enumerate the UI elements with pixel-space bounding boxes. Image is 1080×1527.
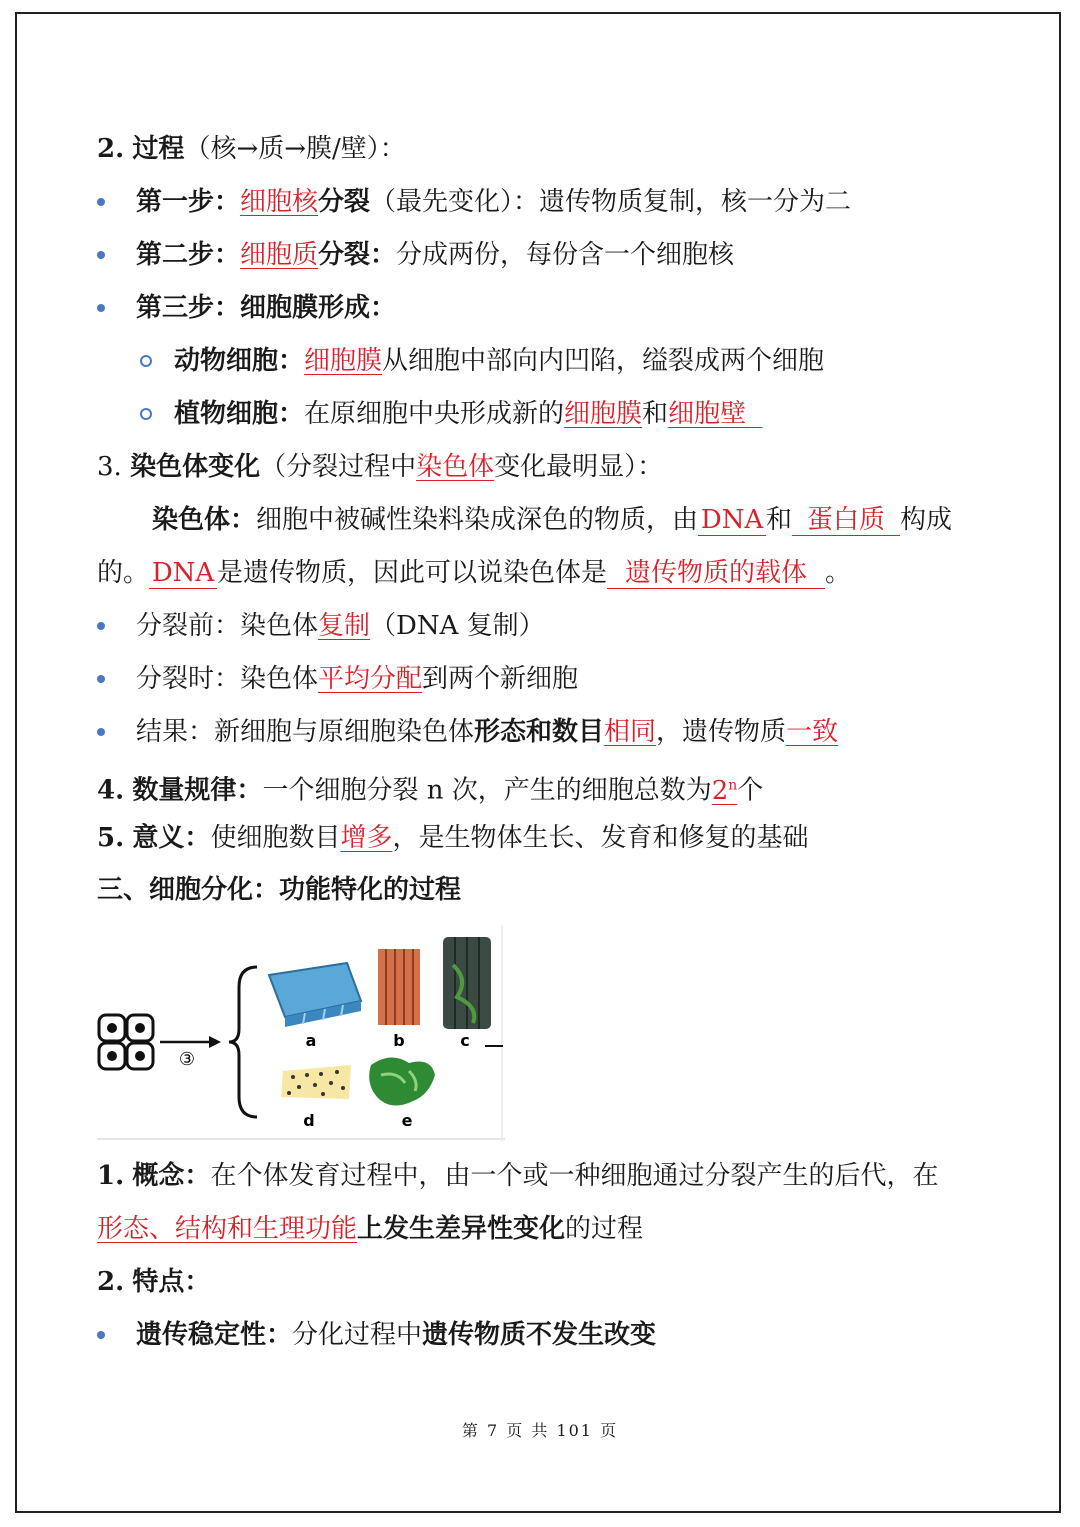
label-d: d — [303, 1111, 315, 1130]
item-text: 分裂时：染色体 — [136, 664, 319, 694]
heading-text: 变化最明显）： — [494, 452, 664, 482]
answer-blank: DNA — [698, 505, 766, 536]
answer-blank: 细胞质 — [240, 240, 319, 270]
concept-text: 在个体发育过程中，由一个或一种细胞通过分裂产生的后代，在 — [210, 1161, 939, 1191]
concept-text: 的过程 — [565, 1214, 644, 1244]
item-text: （DNA 复制） — [370, 611, 545, 641]
answer-blank — [712, 776, 738, 806]
definition-text: 。 — [825, 558, 852, 588]
label-e: e — [401, 1111, 413, 1130]
item-text: ，遗传物质 — [656, 717, 787, 747]
label-c: c — [460, 1031, 470, 1050]
bullet-dot — [97, 1331, 105, 1339]
step-three — [136, 288, 396, 328]
before-division — [136, 606, 545, 646]
step-label: 第三步：细胞膜形成： — [136, 293, 397, 323]
heading-text: （分裂过程中 — [260, 452, 417, 482]
genetic-stability — [136, 1315, 656, 1355]
answer-blank: 复制 — [318, 611, 371, 641]
heading-number: 4. — [97, 775, 125, 806]
sub-label: 植物细胞： — [174, 399, 305, 429]
tissue-c — [443, 937, 491, 1029]
item-bold: 遗传物质不发生改变 — [422, 1320, 657, 1350]
label-b: b — [393, 1031, 405, 1050]
bullet-dot — [97, 675, 105, 683]
step-bold: 分裂 — [318, 187, 371, 217]
sub-bullet — [140, 408, 152, 420]
answer-blank: 细胞膜 — [564, 399, 643, 429]
heading-quantity — [97, 765, 763, 805]
item-text: 分裂前：染色体 — [136, 611, 319, 641]
feature-heading — [97, 1262, 210, 1302]
item-bold: 形态和数目 — [474, 717, 605, 747]
heading-number: 2. — [97, 1267, 125, 1297]
answer-blank: 一致 — [786, 717, 839, 747]
answer-blank: 形态、结构和生理功能 — [97, 1214, 358, 1244]
step-label: 第二步： — [136, 240, 241, 270]
animal-cell — [174, 341, 824, 381]
item-text: 到两个新细胞 — [422, 664, 579, 694]
bullet-dot — [97, 304, 105, 312]
concept-bold: 上发生差异性变化 — [357, 1214, 566, 1244]
answer-blank: 染色体 — [416, 452, 495, 482]
step-bold: 分裂： — [318, 240, 397, 270]
step-number: ③ — [178, 1049, 196, 1070]
heading-text: 个 — [737, 775, 764, 806]
heading-number: 3. — [97, 452, 122, 482]
heading-title: 意义： — [132, 823, 211, 853]
item-label: 遗传稳定性： — [136, 1320, 293, 1350]
answer-blank: 细胞壁 — [668, 399, 747, 429]
heading-title: 数量规律： — [132, 775, 263, 806]
sub-bullet — [140, 355, 152, 367]
answer-blank: 蛋白质 — [792, 505, 900, 536]
item-text: 结果：新细胞与原细胞染色体 — [136, 717, 475, 747]
heading-number: 2. — [97, 134, 125, 164]
during-division — [136, 659, 578, 699]
answer-blank: 相同 — [604, 717, 657, 747]
division-result — [136, 712, 838, 752]
sub-text: 在原细胞中央形成新的 — [304, 399, 565, 429]
step-two — [136, 235, 734, 275]
heading-title: 概念： — [132, 1161, 211, 1191]
heading-text: ，是生物体生长、发育和修复的基础 — [392, 823, 809, 853]
page-footer: 第 7 页 共 101 页 — [461, 1421, 619, 1440]
chromosome-definition — [152, 500, 952, 540]
tissue-b — [378, 949, 420, 1025]
heading-meaning — [97, 818, 808, 858]
step-one — [136, 182, 851, 222]
answer-blank: DNA — [149, 558, 217, 589]
heading-title: 过程 — [132, 134, 185, 164]
step-text: 分成两份，每份含一个细胞核 — [396, 240, 735, 270]
section-differentiation: 三、细胞分化：功能特化的过程 — [97, 875, 462, 905]
definition-text: 细胞中被碱性染料染成深色的物质，由 — [256, 505, 699, 535]
step-label: 第一步： — [136, 187, 241, 217]
differentiation-figure — [97, 925, 505, 1141]
answer-exponent: n — [728, 777, 738, 793]
definition-text: 构成 — [900, 505, 953, 535]
concept-cont — [97, 1209, 643, 1249]
answer-blank: 细胞膜 — [304, 346, 383, 376]
answer-blank: 细胞核 — [240, 187, 319, 217]
concept — [97, 1156, 938, 1196]
definition-text: 的。 — [97, 558, 150, 588]
item-text: 分化过程中 — [292, 1320, 423, 1350]
heading-text: 使细胞数目 — [210, 823, 341, 853]
heading-number: 5. — [97, 823, 125, 853]
heading-paren: （核→质→膜/壁）： — [184, 134, 406, 164]
sub-text: 从细胞中部向内凹陷，缢裂成两个细胞 — [382, 346, 825, 376]
answer-blank: 平均分配 — [318, 664, 423, 694]
sub-text: 和 — [642, 399, 669, 429]
bullet-dot — [97, 728, 105, 736]
bullet-dot — [97, 198, 105, 206]
definition-text: 和 — [766, 505, 793, 535]
answer-base: 2 — [711, 775, 729, 806]
heading-text: 一个细胞分裂 n 次，产生的细胞总数为 — [262, 775, 712, 806]
bullet-dot — [97, 251, 105, 259]
answer-blank: 遗传物质的载体 — [607, 558, 825, 589]
answer-blank: 增多 — [340, 823, 393, 853]
sub-label: 动物细胞： — [174, 346, 305, 376]
heading-number: 1. — [97, 1161, 125, 1191]
heading-title: 染色体变化 — [130, 452, 261, 482]
step-text: （最先变化）：遗传物质复制，核一分为二 — [370, 187, 852, 217]
plant-cell — [174, 394, 763, 434]
heading-title: 特点： — [132, 1267, 211, 1297]
underline-pad — [746, 399, 763, 429]
heading-process — [97, 129, 406, 169]
chromosome-definition-cont — [97, 553, 851, 593]
label-a: a — [305, 1031, 317, 1050]
bullet-dot — [97, 622, 105, 630]
definition-text: 是遗传物质，因此可以说染色体是 — [217, 558, 608, 588]
heading-chromosome — [97, 447, 663, 487]
term-label: 染色体： — [152, 505, 257, 535]
